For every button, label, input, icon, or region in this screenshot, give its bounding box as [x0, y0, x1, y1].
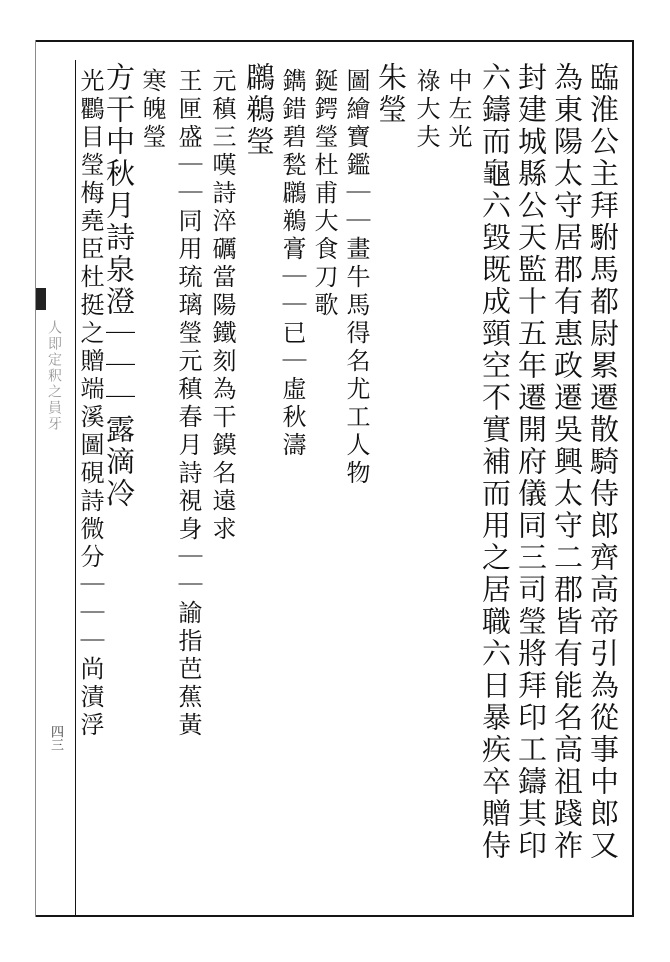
text-column-16: 光鸜目瑩梅堯臣杜挺之贈端溪圖硯詩微分｜｜｜尚漬浮 [76, 68, 104, 740]
text-column-11: 鸊鵜瑩 [242, 62, 276, 158]
page-number: 四三 [48, 725, 63, 751]
margin-mark [36, 288, 46, 310]
text-column-15: 方干中秋月詩泉澄｜｜｜露滴冷 [102, 62, 136, 510]
text-column-6: 祿大夫 [412, 68, 440, 152]
text-column-1: 臨淮公主拜駙馬都尉累遷散騎侍郎齊高帝引為從事中郎又 [586, 62, 620, 862]
text-column-13: 王匣盛｜｜同用琉璃瑩元稹春月詩視身｜｜諭指芭蕉黃 [174, 68, 202, 740]
text-column-12: 元稹三嘆詩淬礪當陽鐵刻為干鏌名遠求 [208, 68, 236, 544]
right-border-rule [632, 40, 634, 917]
top-border-rule [36, 40, 634, 42]
bottom-border-rule [36, 915, 634, 917]
text-column-7: 朱瑩 [374, 62, 408, 126]
text-column-9: 鋋鍔瑩杜甫大食刀歌 [310, 68, 338, 320]
text-column-3: 封建城縣公天監十五年遷開府儀同三司瑩將拜印工鑄其印 [514, 62, 548, 862]
text-column-4: 六鑄而龜六毀既成頸空不實補而用之居職六日暴疾卒贈侍 [478, 62, 512, 862]
text-column-8: 圖繪寶鑑｜｜畫牛馬得名尤工人物 [342, 68, 370, 488]
text-column-14: 寒魄瑩 [138, 68, 166, 152]
margin-edge-text: 人即定釈之員牙 [46, 320, 62, 432]
text-column-10: 鐫錯碧甃鸊鵜膏｜｜已｜虛秋濤 [278, 68, 306, 460]
text-column-2: 為東陽太守居郡有惠政遷吳興太守二郡皆有能名高祖踐祚 [550, 62, 584, 862]
left-edge-rule [35, 40, 36, 917]
text-column-5: 中左光 [444, 68, 472, 152]
